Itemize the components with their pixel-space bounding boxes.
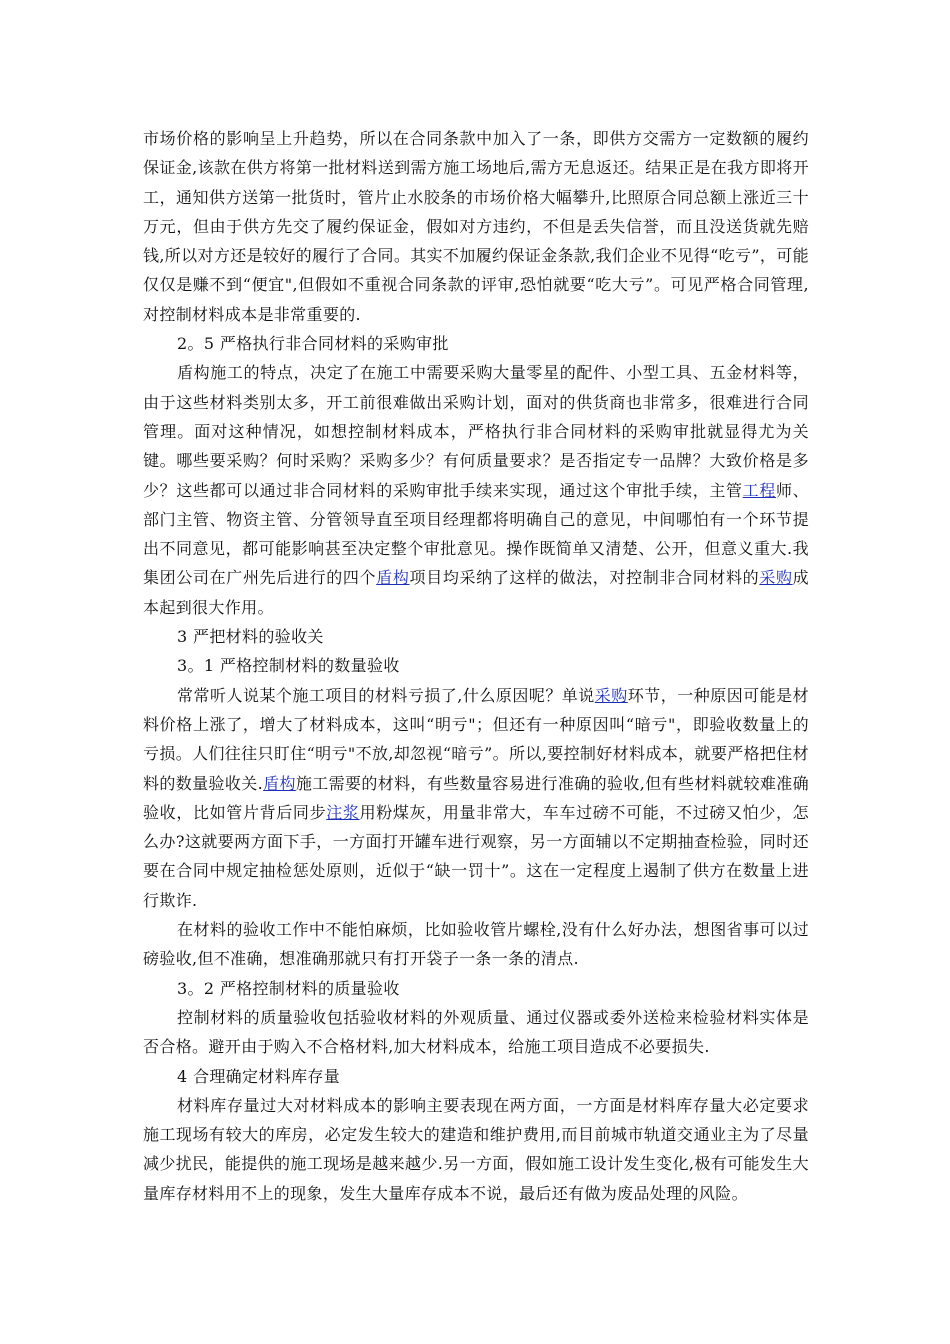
link-shield-tunneling[interactable]: 盾构 [263,773,296,793]
text-run: 施工需要的材料，有些数量容易进行准确的验收,但有些材料就较难准确验收，比如管片背后同步 [143,773,809,822]
paragraph-contract-margin: 市场价格的影响呈上升趋势，所以在合同条款中加入了一条，即供方交需方一定数额的履约保证金,该款在供方将第一批材料送到需方施工场地后,需方无息返还。结果正是在我方即将开工，通知供方送第一批货时，管片止水胶条的市场价格大幅攀升,比照原合同总额上涨近三十万元，但由于供方先交了履约保证金，假如对方违约，不但是丢失信誉，而且没送货就先赔钱,所以对方还是较好的履行了合同。其实不加履约保证金条款,我们企业不见得“吃亏”，可能仅仅是赚不到“便宜",但假如不重视合同条款的评审,恐怕就要“吃大亏”。可见严格合同管理,对控制材料成本是非常重要的. [143,129,809,324]
paragraph-inventory: 材料库存量过大对材料成本的影响主要表现在两方面，一方面是材料库存量大必定要求施工现场有较大的库房，必定发生较大的建造和维护费用,而目前城市轨道交通业主为了尽量减少扰民，能提供的施工现场是越来越少.另一方面，假如施工设计发生变化,极有可能发生大量库存材料用不上的现象，发生大量库存成本不说，最后还有做为废品处理的风险。 [143,1095,809,1203]
link-procurement[interactable]: 采购 [594,685,628,705]
link-shield-tunneling[interactable]: 盾构 [376,568,410,588]
text-run: 常常听人说某个施工项目的材料亏损了,什么原因呢？单说 [177,685,595,705]
section-heading-3-1: 3。1 严格控制材料的数量验收 [177,656,400,676]
section-heading-3-2: 3。2 严格控制材料的质量验收 [177,978,400,998]
paragraph-quality-inspection: 控制材料的质量验收包括验收材料的外观质量、通过仪器或委外送检来检验材料实体是否合格。避开由于购入不合格材料,加大材料成本，给施工项目造成不必要损失. [143,1007,809,1057]
paragraph-bolt-inspection: 在材料的验收工作中不能怕麻烦，比如验收管片螺栓,没有什么好办法，想图省事可以过磅验收,但不准确，想准确那就只有打开袋子一条一条的清点. [143,920,809,969]
text-run: 环节，一种原因可能是材料价格上涨了，增大了材料成本，这叫“明亏"；但还有一种原因叫“暗亏"，即验收数量上的亏损。人们往往只盯住“明亏"不放,却忽视“暗亏”。所以,要控制好材料成本，就要严格把住材料的数量验收关. [143,685,809,793]
section-heading-2-5: 2。5 严格执行非合同材料的采购审批 [177,334,449,354]
paragraph-non-contract-approval [143,358,809,622]
text-run: 用粉煤灰，用量非常大，车车过磅不可能，不过磅又怕少，怎么办?这就要两方面下手，一方面打开罐车进行观察，另一方面辅以不定期抽查检验，同时还要在合同中规定抽检惩处原则，近似于“缺一罚十”。这在一定程度上遏制了供方在数量上进行欺诈. [143,802,810,910]
link-engineering[interactable]: 工程 [742,480,776,500]
link-procurement[interactable]: 采购 [759,568,793,588]
section-heading-4: 4 合理确定材料库存量 [177,1066,341,1086]
section-heading-3: 3 严把材料的验收关 [177,627,324,647]
text-run: 成本起到很大作用。 [143,568,810,617]
link-grouting[interactable]: 注浆 [326,802,360,822]
text-run: 盾构施工的特点，决定了在施工中需要采购大量零星的配件、小型工具、五金材料等，由于这些材料类别太多，开工前很难做出采购计划，面对的供货商也非常多，很难进行合同管理。面对这种情况，如想控制材料成本，严格执行非合同材料的采购审批就显得尤为关键。哪些要采购？何时采购？采购多少？有何质量要求？是否指定专一品牌？大致价格是多少？这些都可以通过非合同材料的采购审批手续来实现，通过这个审批手续，主管 [143,363,809,500]
paragraph-quantity-inspection [143,681,809,915]
text-run: 师、部门主管、物资主管、分管领导直至项目经理都将明确自己的意见，中间哪怕有一个环节提出不同意见，都可能影响甚至决定整个审批意见。操作既简单又清楚、公开，但意义重大.我集团公司在广州先后进行的四个 [143,480,810,588]
text-run: 项目均采纳了这样的做法，对控制非合同材料的 [409,568,760,588]
document-page [143,124,809,1208]
